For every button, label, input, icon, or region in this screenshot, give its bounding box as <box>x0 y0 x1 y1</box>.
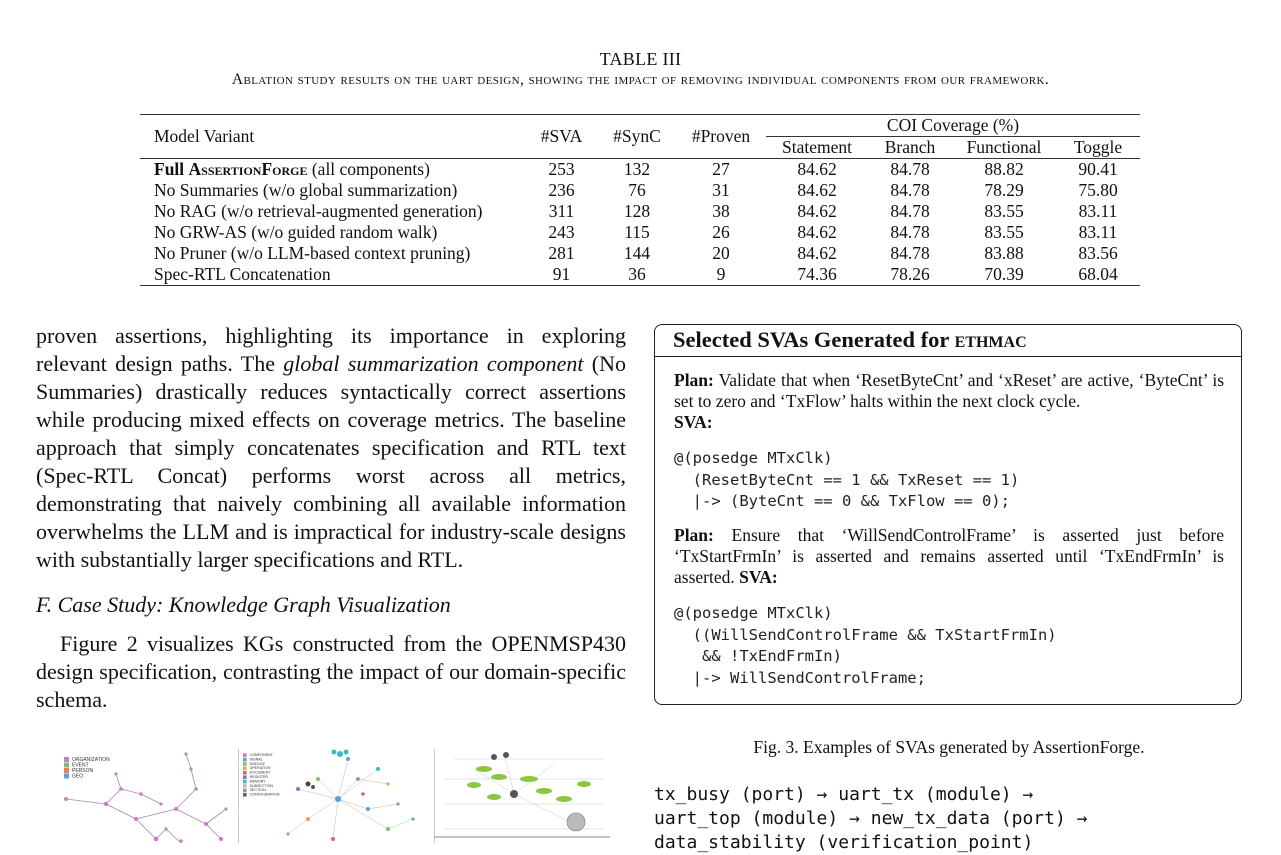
legend-swatch <box>243 753 247 757</box>
cell-proven: 26 <box>712 222 730 242</box>
legend-swatch <box>243 758 247 762</box>
table-caption: Ablation study results on the uart design, showing the impact of removing individual components from our framework. <box>231 71 1050 88</box>
ablation-table <box>140 114 1140 286</box>
cell-proven: 31 <box>712 180 730 200</box>
table-row <box>140 201 1140 222</box>
figure-3-caption: Fig. 3. Examples of SVAs generated by AssertionForge. <box>753 737 1145 757</box>
cell-branch: 84.78 <box>890 222 930 242</box>
para1-start: proven assertions, highlighting its importance in exploring relevant design paths. The <box>36 323 626 376</box>
legend-label: OPERATION <box>249 766 271 771</box>
cell-toggle: 68.04 <box>1056 264 1140 286</box>
cell-sync: 36 <box>598 264 676 286</box>
legend-label: REGISTER <box>249 775 268 779</box>
cell-proven: 38 <box>712 201 730 221</box>
cell-variant: No RAG (w/o retrieval-augmented generation) <box>154 201 483 221</box>
kg-path-text: tx_busy (port) → uart_tx (module) → uart_top (module) → new_tx_data (port) → data_stability (verification_point) <box>654 784 1088 853</box>
cell-branch: 84.78 <box>890 180 930 200</box>
cell-functional: 83.88 <box>984 243 1024 263</box>
legend-label: ORGANIZATION <box>72 757 110 763</box>
cell-proven: 27 <box>676 159 766 181</box>
plan-2 <box>674 525 1224 588</box>
para1-emphasis: global summarization component <box>283 351 584 376</box>
legend-swatch <box>243 771 247 775</box>
sva-2-label: SVA: <box>739 567 778 587</box>
plan-1 <box>674 370 1224 433</box>
cell-sync: 76 <box>628 180 646 200</box>
cell-functional: 88.82 <box>952 159 1056 181</box>
cell-branch: 84.78 <box>868 159 952 181</box>
legend-label: SUBSECTION <box>249 783 273 788</box>
legend-label: PERSON <box>72 768 94 774</box>
kg-panel-schema <box>238 749 428 843</box>
legend-swatch <box>64 774 69 779</box>
cell-branch: 84.78 <box>890 201 930 221</box>
sva-box-title-main: Selected SVAs Generated for <box>673 327 955 352</box>
legend-swatch <box>64 768 69 773</box>
legend-swatch <box>243 789 247 793</box>
plan-1-label: Plan: <box>674 370 714 390</box>
cell-functional: 83.55 <box>984 201 1024 221</box>
sva-box-title <box>673 327 1027 353</box>
plan-2-text: Ensure that ‘WillSendControlFrame’ is asserted just before ‘TxStartFrmIn’ is asserted and remains asserted until ‘TxEndFrmIn’ is asserted. <box>674 525 1224 587</box>
cell-sync: 115 <box>624 222 650 242</box>
cell-sva: 91 <box>525 264 598 286</box>
para1-end: (No Summaries) drastically reduces syntactically correct assertions while producing mixed effects on coverage metrics. The baseline approach that simply concatenates specification and RTL text (Spec-RTL Concat) performs worst across all metrics, demonstrating that naively combining all available information overwhelms the LLM and is impractical for industry-scale designs with substantially larger specifications and RTL. <box>36 351 626 572</box>
header-model-variant: Model Variant <box>140 115 525 159</box>
legend-swatch <box>243 780 247 784</box>
cell-statement: 84.62 <box>766 159 868 181</box>
cell-statement: 84.62 <box>797 180 837 200</box>
sva-1-code: @(posedge MTxClk) (ResetByteCnt == 1 && TxReset == 1) |-> (ByteCnt == 0 && TxFlow == 0); <box>674 449 1020 510</box>
header-statement: Statement <box>782 137 852 157</box>
cell-sync: 144 <box>623 243 651 263</box>
variant-bold-name: Full AssertionForge <box>154 159 308 179</box>
cell-sync: 132 <box>598 159 676 181</box>
sva-2-code: @(posedge MTxClk) ((WillSendControlFrame && TxStartFrmIn) && !TxEndFrmIn) |-> WillSendControlFrame; <box>674 604 1057 687</box>
legend-label: COMPONENT <box>249 753 273 757</box>
sva-box-title-design: ethmac <box>954 327 1027 352</box>
cell-sva: 281 <box>548 243 575 263</box>
header-branch: Branch <box>884 137 936 157</box>
cell-toggle: 75.80 <box>1078 180 1118 200</box>
table-row <box>140 264 1140 286</box>
cell-sva: 236 <box>548 180 575 200</box>
cell-proven: 9 <box>676 264 766 286</box>
header-functional: Functional <box>966 137 1042 157</box>
table-row <box>140 159 1140 181</box>
legend-swatch <box>243 775 247 779</box>
legend-label: MEMORY <box>249 779 266 784</box>
cell-statement: 74.36 <box>766 264 868 286</box>
cell-toggle: 83.56 <box>1078 243 1118 263</box>
cell-branch: 84.78 <box>890 243 930 263</box>
legend-label: SECTION <box>249 788 266 793</box>
cell-statement: 84.62 <box>797 222 837 242</box>
body-paragraph-2: Figure 2 visualizes KGs constructed from the OPENMSP430 design specification, contrasting the impact of our domain-specific schema. <box>36 631 626 712</box>
sva-box-divider <box>655 356 1242 357</box>
cell-functional: 78.29 <box>984 180 1024 200</box>
cell-variant: Full AssertionForge (all components) <box>140 159 525 181</box>
cell-toggle: 83.11 <box>1078 222 1118 242</box>
legend-label: EVENT <box>72 762 89 769</box>
cell-functional: 83.55 <box>984 222 1024 242</box>
legend-label: CONFIGURATION <box>249 792 280 797</box>
cell-variant: No Pruner (w/o LLM-based context pruning) <box>154 243 471 263</box>
cell-variant: Spec-RTL Concatenation <box>140 264 525 286</box>
cell-variant: No GRW-AS (w/o guided random walk) <box>154 222 438 242</box>
legend-swatch <box>64 757 69 762</box>
legend-label: DOCUMENT <box>249 770 271 775</box>
cell-functional: 70.39 <box>952 264 1056 286</box>
cell-variant: No Summaries (w/o global summarization) <box>154 180 458 200</box>
legend-swatch <box>243 762 247 766</box>
cell-sva: 243 <box>548 222 575 242</box>
cell-sva: 311 <box>548 201 575 221</box>
cell-sva: 253 <box>525 159 598 181</box>
cell-toggle: 90.41 <box>1056 159 1140 181</box>
header-toggle: Toggle <box>1073 137 1123 157</box>
legend-swatch <box>243 793 247 797</box>
table-number: TABLE III <box>599 49 682 69</box>
section-heading: F. Case Study: Knowledge Graph Visualization <box>36 592 451 617</box>
plan-1-text: Validate that when ‘ResetByteCnt’ and ‘xReset’ are active, ‘ByteCnt’ is set to zero and ‘TxFlow’ halts within the next clock cycle. <box>674 370 1225 411</box>
header-proven: #Proven <box>676 115 766 159</box>
legend-label: SIGNAL <box>249 757 263 762</box>
table-row <box>140 222 1140 243</box>
table-row <box>140 243 1140 264</box>
kg-panel-generic <box>46 749 232 843</box>
legend-label: MODULE <box>249 761 265 766</box>
header-sva: #SVA <box>525 115 598 159</box>
kg-panel-detailed <box>434 749 610 843</box>
table-row <box>140 180 1140 201</box>
cell-sync: 128 <box>623 201 651 221</box>
legend-label: GEO <box>72 773 84 780</box>
cell-statement: 84.62 <box>797 243 837 263</box>
legend-swatch <box>64 763 69 768</box>
cell-proven: 20 <box>712 243 730 263</box>
header-coi-coverage: COI Coverage (%) <box>766 115 1140 137</box>
cell-statement: 84.62 <box>797 201 837 221</box>
header-sync: #SynC <box>598 115 676 159</box>
cell-branch: 78.26 <box>868 264 952 286</box>
legend-swatch <box>243 767 247 771</box>
sva-1-label: SVA: <box>674 412 713 432</box>
legend-swatch <box>243 784 247 788</box>
cell-toggle: 83.11 <box>1078 201 1118 221</box>
body-paragraph-1 <box>36 322 626 574</box>
plan-2-label: Plan: <box>674 525 714 545</box>
